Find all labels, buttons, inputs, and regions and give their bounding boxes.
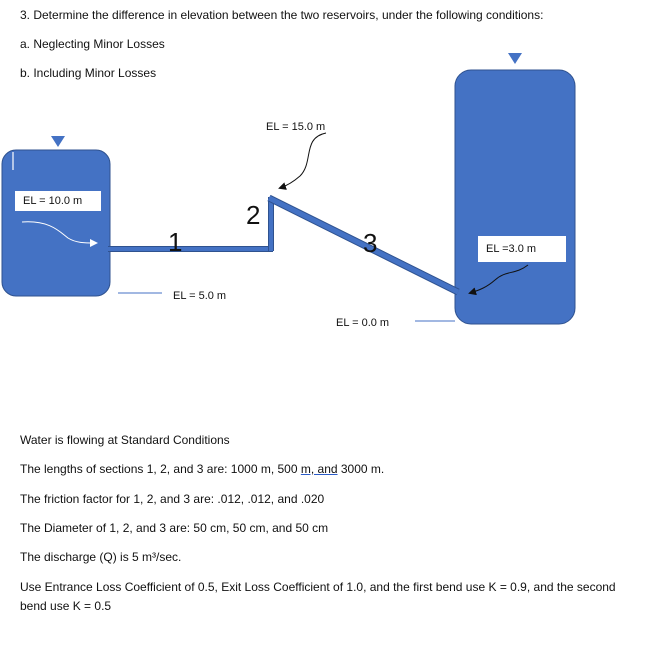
section-1-label: 1 xyxy=(168,227,183,257)
condition-discharge: The discharge (Q) is 5 m³/sec. xyxy=(20,550,182,564)
condition-lengths-underlined: m, and xyxy=(300,462,338,476)
bend-elevation-label: EL = 15.0 m xyxy=(266,121,326,133)
problem-title: 3. Determine the difference in elevation between the two reservoirs, under the following conditions: xyxy=(20,8,544,22)
bend-label-arrow xyxy=(280,133,326,188)
condition-lengths xyxy=(20,462,384,476)
condition-friction: The friction factor for 1, 2, and 3 are: .012, .012, and .020 xyxy=(20,492,325,506)
pipe1-elevation-label: EL = 5.0 m xyxy=(173,290,227,302)
condition-standard: Water is flowing at Standard Conditions xyxy=(20,433,230,447)
condition-loss-coefficients: Use Entrance Loss Coefficient of 0.5, Exit Loss Coefficient of 1.0, and the first bend use K = 0.9, and the second xyxy=(20,580,616,594)
condition-diameter: The Diameter of 1, 2, and 3 are: 50 cm, 50 cm, and 50 cm xyxy=(20,521,329,535)
left-reservoir xyxy=(2,150,110,296)
left-reservoir-label: EL = 10.0 m xyxy=(15,191,101,211)
section-2-label: 2 xyxy=(246,200,261,230)
section-3-label: 3 xyxy=(363,228,378,258)
right-reservoir xyxy=(455,70,575,324)
part-a: a. Neglecting Minor Losses xyxy=(20,37,165,51)
condition-lengths-prefix: The lengths of sections 1, 2, and 3 are: 1000 m, 500 xyxy=(20,462,301,476)
condition-lengths-suffix: 3000 m. xyxy=(337,462,385,476)
right-water-surface-icon xyxy=(508,53,522,64)
condition-second-bend: bend use K = 0.5 xyxy=(20,599,112,613)
datum-label: EL = 0.0 m xyxy=(336,317,390,329)
right-reservoir-label: EL =3.0 m xyxy=(478,236,566,262)
left-water-surface-icon xyxy=(51,136,65,147)
part-b: b. Including Minor Losses xyxy=(20,66,157,80)
